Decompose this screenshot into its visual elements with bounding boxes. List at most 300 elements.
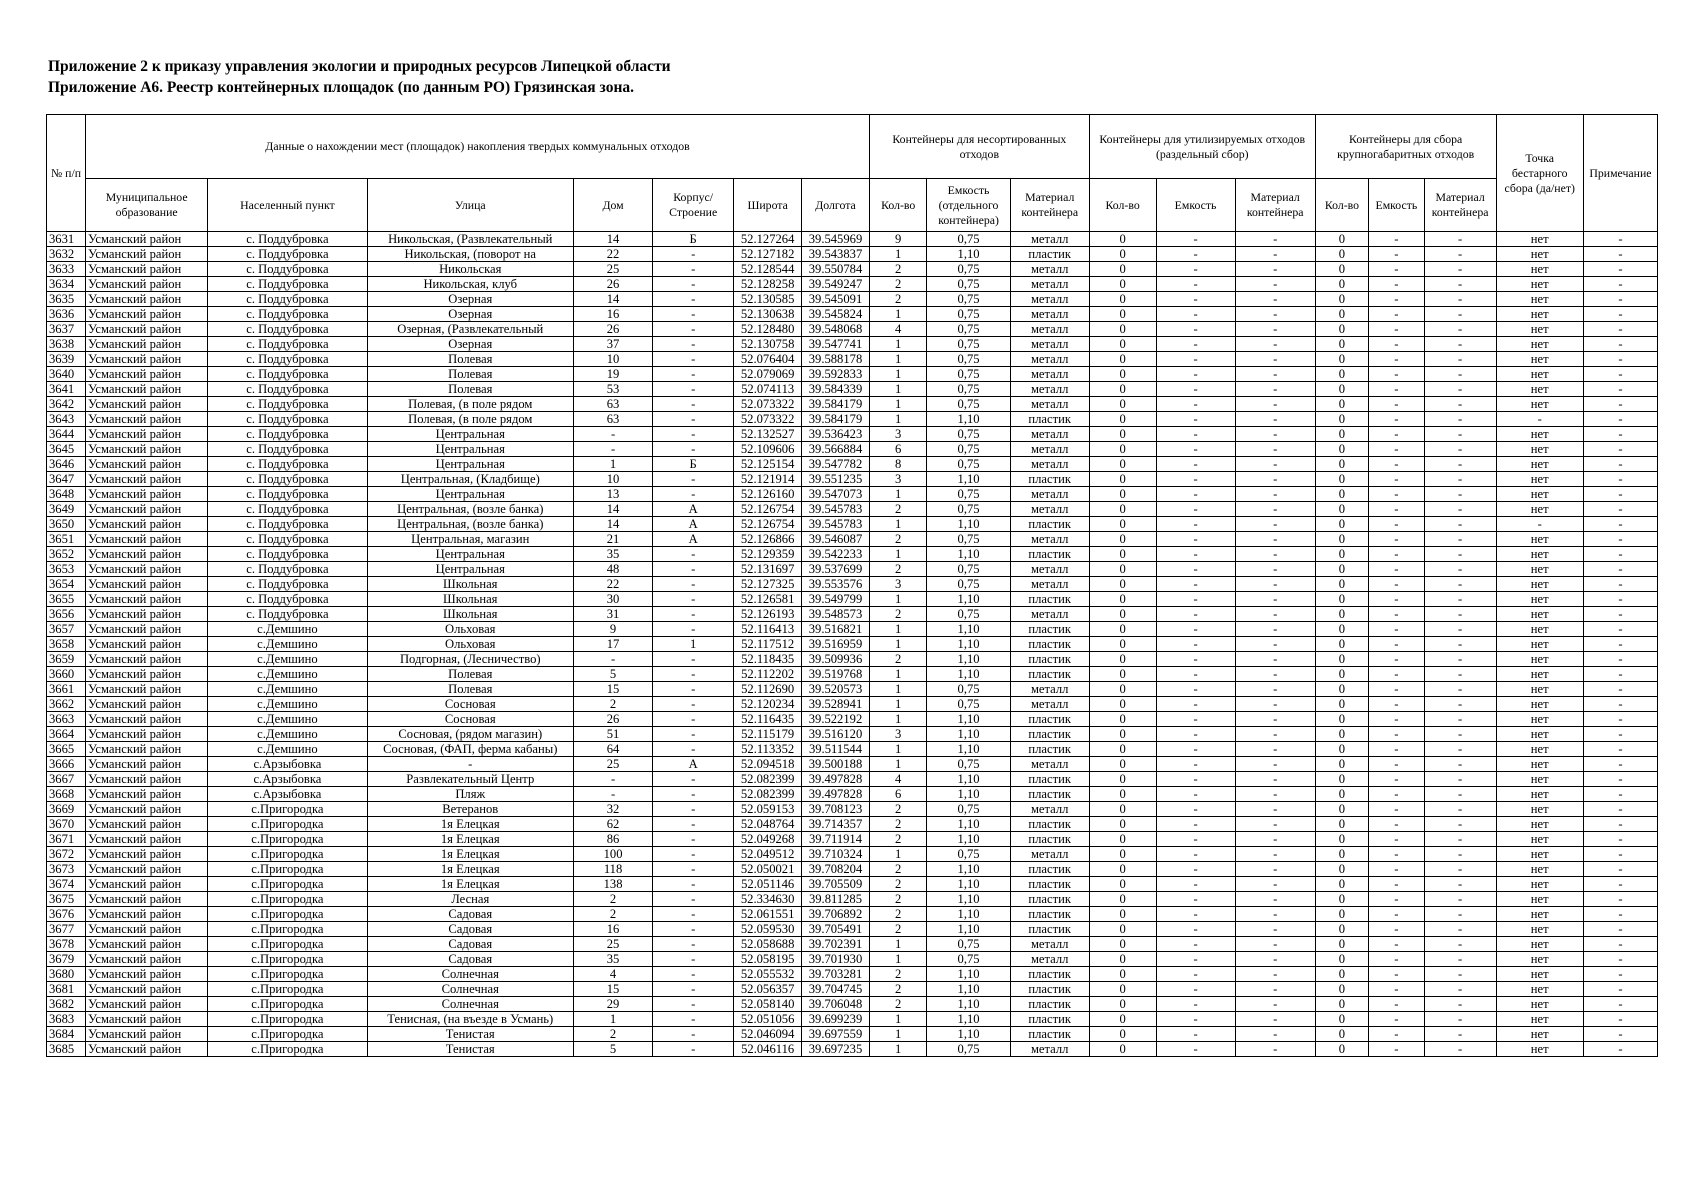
cell-recycle-capacity: - (1156, 547, 1235, 562)
cell-recycle-material: - (1235, 847, 1315, 862)
cell-street: Школьная (367, 607, 573, 622)
cell-unsorted-capacity: 0,75 (927, 502, 1010, 517)
cell-municipality: Усманский район (86, 742, 208, 757)
cell-unsorted-capacity: 1,10 (927, 817, 1010, 832)
cell-bulky-capacity: - (1369, 262, 1424, 277)
cell-street: Озерная (367, 292, 573, 307)
cell-unsorted-count: 2 (869, 862, 927, 877)
cell-bulky-capacity: - (1369, 922, 1424, 937)
cell-point: нет (1496, 337, 1583, 352)
cell-unsorted-material: пластик (1010, 1012, 1089, 1027)
cell-lat: 52.049268 (734, 832, 802, 847)
cell-point: нет (1496, 562, 1583, 577)
cell-unsorted-capacity: 0,75 (927, 307, 1010, 322)
cell-point: нет (1496, 652, 1583, 667)
cell-unsorted-material: пластик (1010, 787, 1089, 802)
cell-point: нет (1496, 832, 1583, 847)
cell-unsorted-material: металл (1010, 562, 1089, 577)
cell-bulky-material: - (1424, 877, 1496, 892)
cell-note: - (1583, 277, 1657, 292)
cell-house: 26 (574, 277, 653, 292)
cell-municipality: Усманский район (86, 457, 208, 472)
cell-municipality: Усманский район (86, 682, 208, 697)
cell-building: - (653, 472, 734, 487)
cell-note: - (1583, 1012, 1657, 1027)
cell-bulky-capacity: - (1369, 487, 1424, 502)
cell-settlement: с. Поддубровка (208, 337, 367, 352)
cell-bulky-count: 0 (1315, 577, 1368, 592)
cell-unsorted-count: 4 (869, 322, 927, 337)
cell-num: 3644 (47, 427, 86, 442)
cell-lat: 52.051056 (734, 1012, 802, 1027)
header-building: Корпус/ Строение (653, 179, 734, 232)
cell-municipality: Усманский район (86, 517, 208, 532)
cell-bulky-material: - (1424, 277, 1496, 292)
cell-recycle-capacity: - (1156, 337, 1235, 352)
cell-municipality: Усманский район (86, 727, 208, 742)
cell-recycle-material: - (1235, 292, 1315, 307)
cell-note: - (1583, 712, 1657, 727)
cell-house: - (574, 787, 653, 802)
cell-settlement: с. Поддубровка (208, 352, 367, 367)
cell-building: А (653, 532, 734, 547)
cell-recycle-count: 0 (1089, 382, 1156, 397)
table-row (47, 1027, 1658, 1042)
cell-municipality: Усманский район (86, 247, 208, 262)
cell-recycle-count: 0 (1089, 982, 1156, 997)
table-row (47, 277, 1658, 292)
cell-bulky-material: - (1424, 742, 1496, 757)
cell-municipality: Усманский район (86, 997, 208, 1012)
cell-point: нет (1496, 952, 1583, 967)
cell-bulky-count: 0 (1315, 532, 1368, 547)
cell-unsorted-capacity: 0,75 (927, 847, 1010, 862)
cell-bulky-material: - (1424, 367, 1496, 382)
cell-street: Садовая (367, 922, 573, 937)
header-bulky-material: Материал контейнера (1424, 179, 1496, 232)
cell-lat: 52.048764 (734, 817, 802, 832)
cell-unsorted-capacity: 1,10 (927, 922, 1010, 937)
cell-note: - (1583, 622, 1657, 637)
cell-building: Б (653, 457, 734, 472)
cell-bulky-capacity: - (1369, 967, 1424, 982)
cell-bulky-capacity: - (1369, 412, 1424, 427)
cell-bulky-count: 0 (1315, 892, 1368, 907)
cell-unsorted-material: металл (1010, 487, 1089, 502)
table-row (47, 607, 1658, 622)
cell-house: 29 (574, 997, 653, 1012)
cell-bulky-material: - (1424, 232, 1496, 247)
cell-municipality: Усманский район (86, 817, 208, 832)
cell-settlement: с. Поддубровка (208, 607, 367, 622)
cell-bulky-count: 0 (1315, 787, 1368, 802)
cell-house: 10 (574, 352, 653, 367)
cell-recycle-material: - (1235, 277, 1315, 292)
cell-lat: 52.130758 (734, 337, 802, 352)
cell-recycle-count: 0 (1089, 307, 1156, 322)
cell-building: - (653, 652, 734, 667)
cell-municipality: Усманский район (86, 652, 208, 667)
cell-unsorted-material: пластик (1010, 982, 1089, 997)
cell-lat: 52.082399 (734, 772, 802, 787)
cell-unsorted-count: 1 (869, 952, 927, 967)
cell-bulky-count: 0 (1315, 1027, 1368, 1042)
cell-recycle-capacity: - (1156, 877, 1235, 892)
cell-bulky-material: - (1424, 727, 1496, 742)
cell-bulky-capacity: - (1369, 817, 1424, 832)
cell-lat: 52.058195 (734, 952, 802, 967)
cell-street: Озерная, (Развлекательный (367, 322, 573, 337)
cell-bulky-capacity: - (1369, 292, 1424, 307)
cell-recycle-capacity: - (1156, 802, 1235, 817)
cell-recycle-count: 0 (1089, 892, 1156, 907)
cell-building: - (653, 697, 734, 712)
cell-recycle-count: 0 (1089, 367, 1156, 382)
title-line-1: Приложение 2 к приказу управления экологии и природных ресурсов Липецкой области (48, 58, 671, 75)
cell-unsorted-capacity: 0,75 (927, 397, 1010, 412)
cell-num: 3678 (47, 937, 86, 952)
cell-bulky-count: 0 (1315, 337, 1368, 352)
cell-note: - (1583, 1042, 1657, 1057)
header-settlement: Населенный пункт (208, 179, 367, 232)
cell-bulky-capacity: - (1369, 607, 1424, 622)
cell-house: 9 (574, 622, 653, 637)
cell-note: - (1583, 607, 1657, 622)
cell-num: 3651 (47, 532, 86, 547)
cell-recycle-material: - (1235, 337, 1315, 352)
cell-house: 15 (574, 682, 653, 697)
table-row (47, 802, 1658, 817)
cell-point: нет (1496, 757, 1583, 772)
cell-lon: 39.511544 (802, 742, 870, 757)
cell-recycle-count: 0 (1089, 517, 1156, 532)
table-body (47, 232, 1658, 1057)
cell-lon: 39.697559 (802, 1027, 870, 1042)
cell-municipality: Усманский район (86, 1012, 208, 1027)
table-row (47, 727, 1658, 742)
cell-recycle-count: 0 (1089, 337, 1156, 352)
cell-building: - (653, 817, 734, 832)
table-row (47, 1012, 1658, 1027)
cell-unsorted-count: 2 (869, 292, 927, 307)
cell-bulky-count: 0 (1315, 712, 1368, 727)
cell-recycle-capacity: - (1156, 427, 1235, 442)
cell-unsorted-count: 2 (869, 562, 927, 577)
cell-note: - (1583, 487, 1657, 502)
cell-point: нет (1496, 982, 1583, 997)
cell-point: нет (1496, 802, 1583, 817)
cell-settlement: с.Демшино (208, 652, 367, 667)
cell-street: Ольховая (367, 637, 573, 652)
cell-bulky-count: 0 (1315, 232, 1368, 247)
cell-lat: 52.132527 (734, 427, 802, 442)
cell-recycle-capacity: - (1156, 952, 1235, 967)
cell-bulky-material: - (1424, 997, 1496, 1012)
cell-note: - (1583, 517, 1657, 532)
cell-recycle-count: 0 (1089, 667, 1156, 682)
cell-settlement: с. Поддубровка (208, 277, 367, 292)
cell-lat: 52.109606 (734, 442, 802, 457)
cell-street: 1я Елецкая (367, 817, 573, 832)
cell-note: - (1583, 367, 1657, 382)
cell-unsorted-material: металл (1010, 457, 1089, 472)
cell-municipality: Усманский район (86, 847, 208, 862)
cell-bulky-count: 0 (1315, 592, 1368, 607)
header-group-unsorted: Контейнеры для несортированных отходов (869, 115, 1089, 179)
cell-recycle-capacity: - (1156, 682, 1235, 697)
cell-point: нет (1496, 232, 1583, 247)
cell-lat: 52.128544 (734, 262, 802, 277)
cell-building: - (653, 337, 734, 352)
cell-house: 5 (574, 1042, 653, 1057)
cell-bulky-capacity: - (1369, 502, 1424, 517)
cell-recycle-capacity: - (1156, 652, 1235, 667)
cell-unsorted-capacity: 0,75 (927, 277, 1010, 292)
table-row (47, 247, 1658, 262)
cell-lat: 52.061551 (734, 907, 802, 922)
cell-recycle-material: - (1235, 727, 1315, 742)
cell-point: нет (1496, 637, 1583, 652)
cell-unsorted-capacity: 1,10 (927, 667, 1010, 682)
cell-street: Полевая (367, 382, 573, 397)
cell-note: - (1583, 307, 1657, 322)
cell-recycle-capacity: - (1156, 457, 1235, 472)
cell-unsorted-material: пластик (1010, 817, 1089, 832)
cell-unsorted-capacity: 1,10 (927, 1012, 1010, 1027)
cell-settlement: с.Пригородка (208, 847, 367, 862)
cell-num: 3656 (47, 607, 86, 622)
cell-bulky-capacity: - (1369, 517, 1424, 532)
cell-note: - (1583, 532, 1657, 547)
cell-lon: 39.588178 (802, 352, 870, 367)
cell-house: 14 (574, 502, 653, 517)
cell-bulky-material: - (1424, 472, 1496, 487)
cell-bulky-material: - (1424, 1012, 1496, 1027)
cell-recycle-material: - (1235, 562, 1315, 577)
cell-settlement: с.Пригородка (208, 952, 367, 967)
header-unsorted-material: Материал контейнера (1010, 179, 1089, 232)
cell-settlement: с. Поддубровка (208, 247, 367, 262)
cell-point: нет (1496, 367, 1583, 382)
cell-house: 64 (574, 742, 653, 757)
cell-building: - (653, 367, 734, 382)
cell-bulky-count: 0 (1315, 862, 1368, 877)
cell-point: нет (1496, 397, 1583, 412)
cell-bulky-count: 0 (1315, 667, 1368, 682)
header-bulky-count: Кол-во (1315, 179, 1368, 232)
cell-bulky-capacity: - (1369, 712, 1424, 727)
cell-municipality: Усманский район (86, 862, 208, 877)
cell-lat: 52.127182 (734, 247, 802, 262)
cell-house: - (574, 652, 653, 667)
cell-recycle-capacity: - (1156, 817, 1235, 832)
cell-point: нет (1496, 472, 1583, 487)
cell-note: - (1583, 337, 1657, 352)
cell-recycle-count: 0 (1089, 487, 1156, 502)
cell-lat: 52.049512 (734, 847, 802, 862)
cell-settlement: с. Поддубровка (208, 382, 367, 397)
cell-street: Тенистая (367, 1042, 573, 1057)
cell-municipality: Усманский район (86, 292, 208, 307)
cell-unsorted-count: 1 (869, 487, 927, 502)
cell-unsorted-material: металл (1010, 847, 1089, 862)
cell-house: 2 (574, 1027, 653, 1042)
cell-bulky-material: - (1424, 952, 1496, 967)
cell-street: Солнечная (367, 967, 573, 982)
cell-house: 13 (574, 487, 653, 502)
cell-house: 14 (574, 517, 653, 532)
cell-recycle-material: - (1235, 922, 1315, 937)
cell-num: 3649 (47, 502, 86, 517)
cell-building: - (653, 967, 734, 982)
cell-street: Никольская (367, 262, 573, 277)
cell-house: 35 (574, 547, 653, 562)
cell-recycle-count: 0 (1089, 607, 1156, 622)
header-group-bulky: Контейнеры для сбора крупногабаритных отходов (1315, 115, 1496, 179)
cell-bulky-material: - (1424, 502, 1496, 517)
cell-num: 3675 (47, 892, 86, 907)
cell-point: нет (1496, 817, 1583, 832)
cell-lat: 52.126581 (734, 592, 802, 607)
table-row (47, 967, 1658, 982)
cell-house: 14 (574, 292, 653, 307)
cell-bulky-material: - (1424, 397, 1496, 412)
cell-num: 3636 (47, 307, 86, 322)
cell-bulky-count: 0 (1315, 607, 1368, 622)
table-row (47, 532, 1658, 547)
cell-street: Сосновая (367, 712, 573, 727)
cell-recycle-count: 0 (1089, 412, 1156, 427)
cell-point: нет (1496, 1027, 1583, 1042)
table-row (47, 712, 1658, 727)
cell-bulky-count: 0 (1315, 247, 1368, 262)
cell-settlement: с. Поддубровка (208, 487, 367, 502)
cell-num: 3683 (47, 1012, 86, 1027)
cell-recycle-material: - (1235, 907, 1315, 922)
cell-unsorted-material: пластик (1010, 547, 1089, 562)
cell-point: нет (1496, 682, 1583, 697)
cell-bulky-capacity: - (1369, 457, 1424, 472)
cell-num: 3650 (47, 517, 86, 532)
cell-note: - (1583, 802, 1657, 817)
cell-recycle-count: 0 (1089, 742, 1156, 757)
cell-unsorted-count: 1 (869, 397, 927, 412)
cell-bulky-material: - (1424, 637, 1496, 652)
cell-house: 138 (574, 877, 653, 892)
cell-unsorted-capacity: 1,10 (927, 637, 1010, 652)
cell-bulky-count: 0 (1315, 457, 1368, 472)
cell-settlement: с.Демшино (208, 727, 367, 742)
cell-municipality: Усманский район (86, 532, 208, 547)
cell-settlement: с.Пригородка (208, 892, 367, 907)
header-lon: Долгота (802, 179, 870, 232)
cell-num: 3682 (47, 997, 86, 1012)
cell-unsorted-material: пластик (1010, 922, 1089, 937)
cell-street: Садовая (367, 907, 573, 922)
cell-building: - (653, 442, 734, 457)
cell-unsorted-material: пластик (1010, 727, 1089, 742)
cell-house: 16 (574, 307, 653, 322)
cell-bulky-count: 0 (1315, 997, 1368, 1012)
cell-point: нет (1496, 787, 1583, 802)
cell-municipality: Усманский район (86, 892, 208, 907)
cell-unsorted-count: 1 (869, 742, 927, 757)
cell-unsorted-material: пластик (1010, 592, 1089, 607)
cell-unsorted-capacity: 1,10 (927, 862, 1010, 877)
cell-street: Центральная (367, 487, 573, 502)
cell-street: Полевая, (в поле рядом (367, 412, 573, 427)
cell-building: - (653, 772, 734, 787)
cell-unsorted-capacity: 0,75 (927, 427, 1010, 442)
cell-point: нет (1496, 262, 1583, 277)
cell-house: 62 (574, 817, 653, 832)
cell-street: Тенистая (367, 1027, 573, 1042)
cell-recycle-capacity: - (1156, 847, 1235, 862)
cell-bulky-material: - (1424, 457, 1496, 472)
table-row (47, 352, 1658, 367)
cell-bulky-count: 0 (1315, 262, 1368, 277)
cell-num: 3679 (47, 952, 86, 967)
cell-municipality: Усманский район (86, 367, 208, 382)
cell-recycle-material: - (1235, 457, 1315, 472)
cell-settlement: с. Поддубровка (208, 232, 367, 247)
table-row (47, 907, 1658, 922)
cell-lon: 39.545824 (802, 307, 870, 322)
table-row (47, 772, 1658, 787)
cell-unsorted-material: металл (1010, 352, 1089, 367)
table-row (47, 367, 1658, 382)
cell-note: - (1583, 742, 1657, 757)
cell-lon: 39.545783 (802, 502, 870, 517)
cell-bulky-material: - (1424, 892, 1496, 907)
cell-recycle-capacity: - (1156, 322, 1235, 337)
cell-recycle-material: - (1235, 877, 1315, 892)
cell-lon: 39.545969 (802, 232, 870, 247)
cell-num: 3638 (47, 337, 86, 352)
cell-lon: 39.705509 (802, 877, 870, 892)
cell-num: 3685 (47, 1042, 86, 1057)
cell-bulky-material: - (1424, 862, 1496, 877)
cell-unsorted-count: 1 (869, 307, 927, 322)
cell-municipality: Усманский район (86, 967, 208, 982)
cell-settlement: с.Арзыбовка (208, 772, 367, 787)
cell-unsorted-capacity: 1,10 (927, 982, 1010, 997)
cell-unsorted-capacity: 0,75 (927, 532, 1010, 547)
cell-unsorted-material: пластик (1010, 517, 1089, 532)
cell-recycle-capacity: - (1156, 712, 1235, 727)
cell-bulky-capacity: - (1369, 907, 1424, 922)
cell-lon: 39.549247 (802, 277, 870, 292)
cell-unsorted-count: 1 (869, 352, 927, 367)
cell-unsorted-count: 8 (869, 457, 927, 472)
cell-building: - (653, 547, 734, 562)
cell-bulky-material: - (1424, 547, 1496, 562)
cell-note: - (1583, 577, 1657, 592)
cell-recycle-material: - (1235, 592, 1315, 607)
cell-num: 3660 (47, 667, 86, 682)
cell-unsorted-count: 2 (869, 532, 927, 547)
cell-street: Ветеранов (367, 802, 573, 817)
cell-unsorted-material: пластик (1010, 622, 1089, 637)
cell-recycle-count: 0 (1089, 1042, 1156, 1057)
cell-recycle-count: 0 (1089, 952, 1156, 967)
cell-lon: 39.528941 (802, 697, 870, 712)
cell-building: - (653, 1027, 734, 1042)
cell-recycle-capacity: - (1156, 637, 1235, 652)
cell-recycle-material: - (1235, 997, 1315, 1012)
cell-street: Озерная (367, 307, 573, 322)
cell-recycle-capacity: - (1156, 367, 1235, 382)
